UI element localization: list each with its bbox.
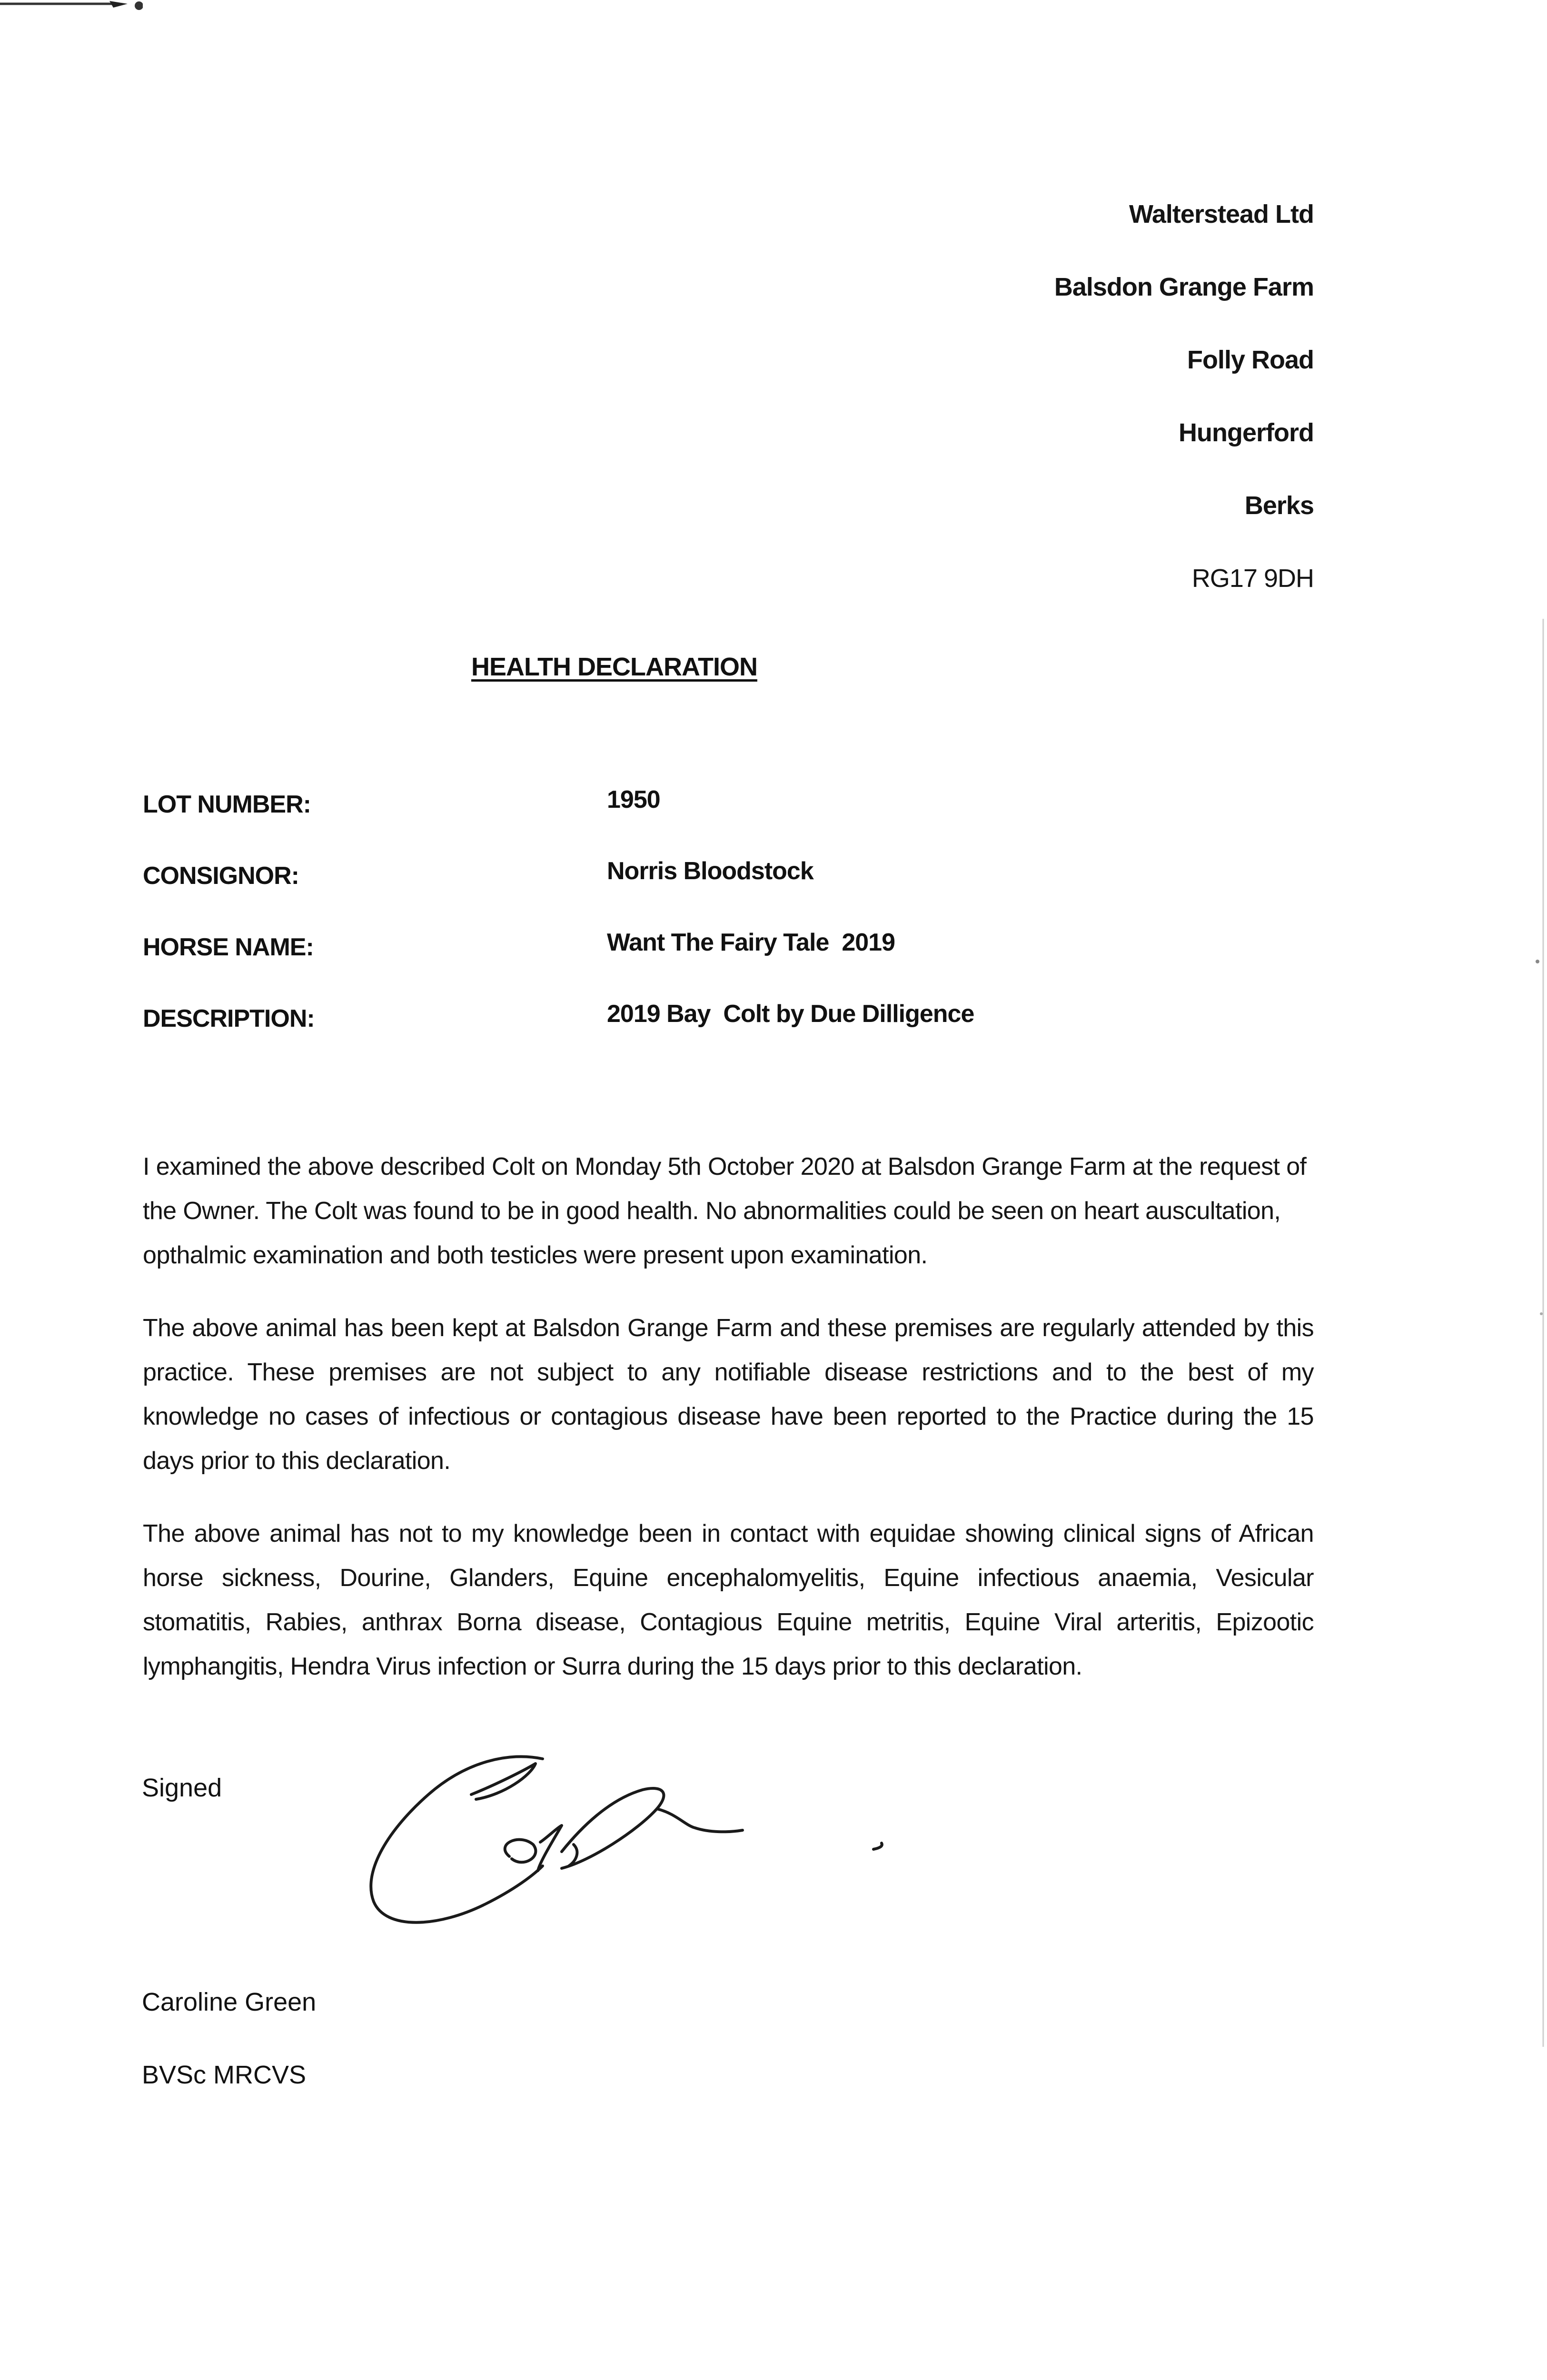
address-farm: Balsdon Grange Farm bbox=[1054, 273, 1314, 301]
handwritten-signature bbox=[352, 1742, 900, 1942]
field-value: Want The Fairy Tale 2019 bbox=[607, 929, 895, 956]
signer-qualifications: BVSc MRCVS bbox=[142, 2061, 307, 2089]
field-value: Norris Bloodstock bbox=[607, 857, 813, 885]
field-label: HORSE NAME: bbox=[143, 933, 314, 961]
address-postcode: RG17 9DH bbox=[1191, 564, 1314, 593]
signer-name: Caroline Green bbox=[142, 1988, 317, 2016]
field-value: 1950 bbox=[607, 786, 660, 813]
field-label: CONSIGNOR: bbox=[143, 862, 299, 890]
declaration-body bbox=[143, 1145, 1314, 1717]
address-county: Berks bbox=[1244, 491, 1314, 520]
disease-contact-paragraph: The above animal has not to my knowledge been in contact with equidae showing clinical signs of African horse sickness, Dourine, Glanders, Equine encephalomyelitis, Equine infectious anaemia, Vesicular stomatitis, Rabies, anthrax Borna disease, Contagious Equine metritis, Equine Viral arteritis, Epizootic lymphangitis, Hendra Virus infection or Surra during the 15 days prior to this declaration. bbox=[143, 1520, 1314, 1680]
signer-block bbox=[142, 1987, 316, 2133]
scan-edge-artifact bbox=[1533, 619, 1547, 2047]
address-town: Hungerford bbox=[1179, 418, 1314, 447]
address-company: Walterstead Ltd bbox=[1129, 200, 1314, 228]
premises-paragraph: The above animal has been kept at Balsdon Grange Farm and these premises are regularly attended by this practice. These premises are not subject to any notifiable disease restrictions and to the best of my knowledge no cases of infectious or contagious disease have been reported to the Practice during the 15 days prior to this declaration. bbox=[143, 1314, 1314, 1475]
scan-artifact-mark bbox=[0, 0, 143, 19]
sender-address-block bbox=[1054, 190, 1314, 627]
document-title: HEALTH DECLARATION bbox=[471, 653, 757, 681]
signed-label: Signed bbox=[142, 1774, 222, 1802]
field-label: LOT NUMBER: bbox=[143, 791, 311, 818]
examination-paragraph: I examined the above described Colt on Monday 5th October 2020 at Balsdon Grange Farm at the request of the Owner. The Colt was found to be in good health. No abnormalities could be seen on heart auscultation, opthalmic examination and both testicles were present upon examination. bbox=[143, 1153, 1307, 1269]
field-value: 2019 Bay Colt by Due Dilligence bbox=[607, 1000, 974, 1028]
address-road: Folly Road bbox=[1187, 346, 1314, 374]
field-label: DESCRIPTION: bbox=[143, 1005, 315, 1032]
